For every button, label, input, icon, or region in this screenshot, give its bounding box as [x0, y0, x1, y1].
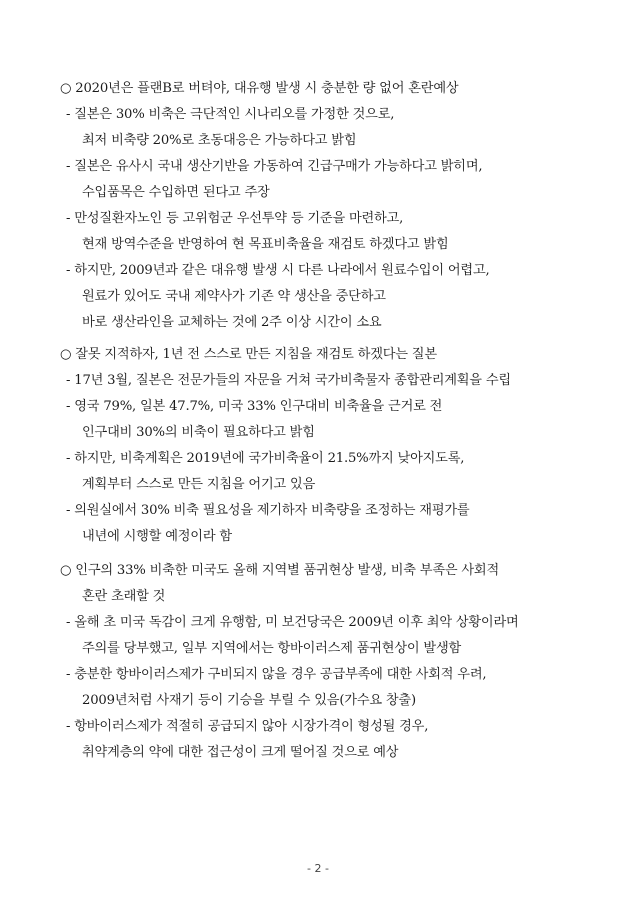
bullet-line: - 항바이러스제가 적절히 공급되지 않아 시장가격이 형성될 경우, — [66, 719, 429, 734]
bullet-line: - 올해 초 미국 독감이 크게 유행함, 미 보건당국은 2009년 이후 최악 상황이라며 — [66, 615, 519, 630]
section-heading: ○ 인구의 33% 비축한 미국도 올해 지역별 품귀현상 발생, 비축 부족은 사회적 — [60, 563, 500, 578]
continuation-line: 현재 방역수준을 반영하여 현 목표비축율을 재검토 하겠다고 밝힘 — [82, 237, 449, 252]
continuation-line: 인구대비 30%의 비축이 필요하다고 밝힘 — [82, 425, 315, 440]
bullet-line: - 하지만, 2009년과 같은 대유행 발생 시 다른 나라에서 원료수입이 어렵고, — [66, 263, 490, 278]
continuation-line: 혼란 초래할 것 — [82, 589, 166, 604]
bullet-line: - 의원실에서 30% 비축 필요성을 제기하자 비축량을 조정하는 재평가를 — [66, 503, 470, 518]
bullet-line: - 질본은 30% 비축은 극단적인 시나리오를 가정한 것으로, — [66, 107, 395, 122]
page-number: - 2 - — [307, 862, 329, 875]
continuation-line: 계획부터 스스로 만든 지침을 어기고 있음 — [82, 477, 316, 492]
section-3 — [60, 558, 590, 766]
continuation-line: 내년에 시행할 예정이라 함 — [82, 529, 232, 544]
section-2 — [60, 342, 590, 550]
section-1 — [60, 76, 590, 336]
bullet-line: - 하지만, 비축계획은 2019년에 국가비축율이 21.5%까지 낮아지도록, — [66, 451, 465, 466]
bullet-line: - 충분한 항바이러스제가 구비되지 않을 경우 공급부족에 대한 사회적 우려, — [66, 667, 487, 682]
section-heading: ○ 잘못 지적하자, 1년 전 스스로 만든 지침을 재검토 하겠다는 질본 — [60, 347, 437, 362]
continuation-line: 최저 비축량 20%로 초동대응은 가능하다고 밝힘 — [82, 133, 357, 148]
continuation-line: 2009년처럼 사재기 등이 기승을 부릴 수 있음(가수요 창출) — [82, 693, 416, 708]
continuation-line: 취약계층의 약에 대한 접근성이 크게 떨어질 것으로 예상 — [82, 745, 399, 760]
bullet-line: - 영국 79%, 일본 47.7%, 미국 33% 인구대비 비축율을 근거로 전 — [66, 399, 443, 414]
continuation-line: 원료가 있어도 국내 제약사가 기존 약 생산을 중단하고 — [82, 289, 386, 304]
continuation-line: 수입품목은 수입하면 된다고 주장 — [82, 185, 270, 200]
continuation-line: 주의를 당부했고, 일부 지역에서는 항바이러스제 품귀현상이 발생함 — [82, 641, 462, 656]
section-heading: ○ 2020년은 플랜B로 버텨야, 대유행 발생 시 충분한 량 없어 혼란예상 — [60, 81, 459, 96]
bullet-line: - 질본은 유사시 국내 생산기반을 가동하여 긴급구매가 가능하다고 밝히며, — [66, 159, 483, 174]
bullet-line: - 만성질환자노인 등 고위험군 우선투약 등 기준을 마련하고, — [66, 211, 404, 226]
bullet-line: - 17년 3월, 질본은 전문가들의 자문을 거쳐 국가비축물자 종합관리계획을 수립 — [66, 373, 511, 388]
continuation-line: 바로 생산라인을 교체하는 것에 2주 이상 시간이 소요 — [82, 315, 382, 330]
